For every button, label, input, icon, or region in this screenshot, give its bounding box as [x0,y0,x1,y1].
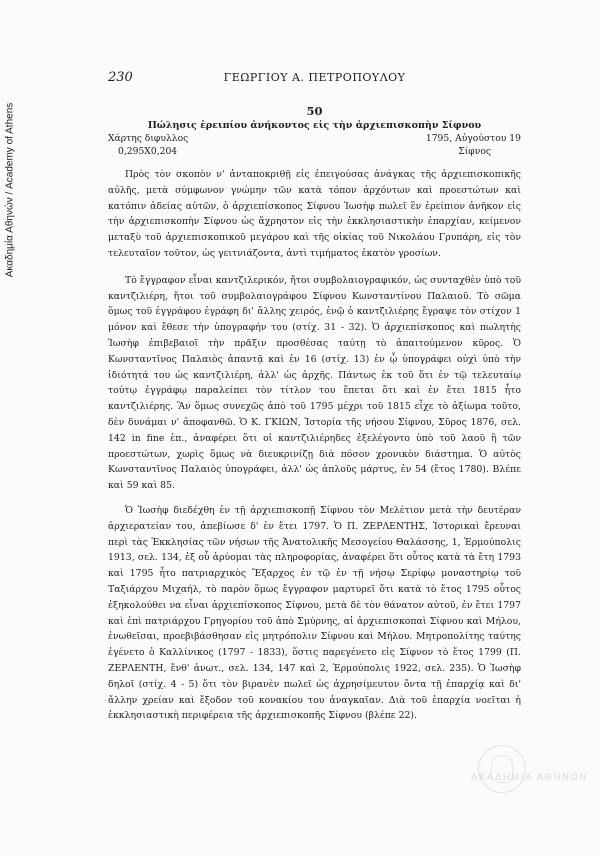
academy-seal-watermark [478,745,526,793]
watermark-text: ΑΚΑΔΗΜΙΑ ΑΘΗΝΩΝ [471,772,589,782]
paper-type: Χάρτης διφυλλος [108,133,189,144]
summary-paragraph: Πρὸς τὸν σκοπὸν ν' ἀνταποκριθῇ εἰς ἐπειγούσας ἀνάγκας τῆς ἀρχιεπισκοπικῆς αὐλῆς, μετὰ σύμφωνον γνώμην τῶν κατὰ τόπον ἀρχόντων καὶ προεστώτων καὶ κατόπιν ἀδείας αὐτῶν, ὁ ἀρχιεπίσκοπος Σίφνου Ἰωσὴφ πωλεῖ ἓν ἐρείπιον ἀνῆκον εἰς τὴν ἀρχιεπισκοπὴν Σίφνου ὡς ἄχρηστον εἰς τὴν ἐκκλησιαστικὴν ἐπαρχίαν, κείμενον μεταξὺ τοῦ ἀρχιεπισκοπικοῦ μεγάρου καὶ τῆς οἰκίας τοῦ Νικολάου Γρυπάρη, εἰς τὸν τελευταῖον τοῦτον, ὡς γειτνιάζοντα, ἀντὶ τιμήματος ἑκατὸν γροσίων. [108,169,521,259]
document-meta [108,133,521,161]
document-date: 1795, Αὐγούστου 19 [425,133,521,144]
commentary-paragraph-2: Ὁ Ἰωσὴφ διεδέχθη ἐν τῇ ἀρχιεπισκοπῇ Σίφνου τὸν Μελέτιον μετὰ τὴν δευτέραν ἀρχιερατείαν του, ἀπεβίωσε δ' ἐν ἔτει 1797. Ὁ Π. ΖΕΡΛΕΝΤΗΣ, Ἱστορικαὶ ἔρευναι περὶ τὰς Ἐκκλησίας τῶν νήσων τῆς Ἀνατολικῆς Μεσογείου Θαλάσσης, 1, Ἑρμούπολις 1913, σελ. 134, ἐξ οὗ ἀρύομαι τὰς πληροφορίας, ἀναφέρει ὅτι οὗτος κατὰ τὰ ἔτη 1793 καὶ 1795 ἦτο πατριαρχικὸς Ἔξαρχος ἐν τῷ ἐν τῇ νήσῳ Σερίφῳ μοναστηρίῳ τοῦ Ταξιάρχου Μιχαήλ, τὸ παρὸν ὅμως ἔγγραφον μαρτυρεῖ ὅτι κατὰ τὸ ἔτος 1795 οὗτος ἐξηκολούθει να εἶναι ἀρχιεπίσκοπος Σίφνου, μετὰ δὲ τὸν θάνατον αὐτοῦ, ἐν ἔτει 1797 καὶ ἐπὶ πατριάρχου Γρηγορίου τοῦ ἀπὸ Σμύρνης, αἱ ἀρχιεπισκοπαὶ Σίφνου καὶ Μήλου, ἑνωθεῖσαι, προεβιβάσθησαν εἰς μητρόπολιν Σίφνου καὶ Μήλου. Μητροπολίτης ταύτης ἐγένετο ὁ Καλλίνικος (1797 - 1833), ὅστις παρεγένετο εἰς Σίφνον τὸ ἔτος 1799 (Π. ΖΕΡΛΕΝΤΗ, ἔνθ' ἀνωτ., σελ. 134, 147 καὶ 2, Ἑρμούπολις 1922, σελ. 235). Ὁ Ἰωσὴφ δηλοῖ (στίχ. 4 - 5) ὅτι τὸν βιρανὲν πωλεῖ ὡς ἀχρησίμευτον ὄντα τῇ ἐπαρχίᾳ καὶ δι' ἄλλην χρείαν καὶ ἔξοδον τοῦ κονακίου του ἀναγκαῖαν. Διὰ τοῦ ἐπαρχία νοεῖται ἡ ἐκκλησιαστικὴ περιφέρεια τῆς ἀρχιεπισκοπῆς Σίφνου (βλέπε 22). [108,504,521,722]
paper-dimensions: 0,295X0,204 [118,146,178,157]
document-title: Πώλησις ἐρειπίου ἀνήκοντος εἰς τὴν ἀρχιεπισκοπὴν Σίφνου [147,120,482,131]
document-number: 50 [306,104,323,118]
page-content [108,70,521,724]
commentary-paragraph-1: Τὸ ἔγγραφον εἶναι καντζιλερικόν, ἤτοι συμβολαιογραφικόν, ὡς συνταχθὲν ὑπὸ τοῦ καντζιλιέρη, ἤτοι τοῦ συμβολαιογράφου Σίφνου Κωνσταντίνου Παλαιοῦ. Τὸ σῶμα ὅμως τοῦ ἐγγράφου ἐγράφη δι' ἄλλης χειρός, ἐνῷ ὁ καντζιλιέρης ἔγραψε τὸν στίχον 1 μόνον καὶ ἔθεσε τὴν ὑπογραφήν του (στίχ. 31 - 32). Ὁ ἀρχιεπίσκοπος καὶ πωλητὴς Ἰωσὴφ ἐπιβεβαιοῖ τὴν πρᾶξιν προσθέσας ταύτῃ τὸ ἀπαιτούμενον κῦρος. Ὁ Κωνσταντῖνος Παλαιὸς ἀπαντᾷ καὶ ἐν 16 (στίχ. 13) ἐν ᾧ ὑπογράφει οὐχὶ ὑπὸ τὴν ἰδιότητά του ὡς καντζιλιέρη, ἀλλ' ὡς ἀρχῆς. Πάντως ἐκ τοῦ ὅτι ἐν τῷ τελευταίῳ τούτῳ ἐγγράφῳ παραλείπει τὸν τίτλον του ἕπεται ὅτι καὶ ἐν ἔτει 1815 ἦτο καντζιλιέρης. Ἂν ὅμως συνεχῶς ἀπὸ τοῦ 1795 μέχρι τοῦ 1815 εἶχε τὸ ἀξίωμα τοῦτο, δὲν δυνάμαι ν' ἀποφανθῶ. Ὁ Κ. ΓΚΙΩΝ, Ἱστορία τῆς νήσου Σίφνου, Σῦρος 1876, σελ. 142 in fine ἐπ., ἀναφέρει ὅτι οἱ καντζιλιέρηδες ἐξελέγοντο ὑπὸ τοῦ λαοῦ ἢ τῶν προεστώτων, χωρὶς ὅμως νὰ διευκρινίζῃ διὰ πόσον χρονικὸν διάστημα. Ὁ αὐτὸς Κωνσταντῖνος Παλαιὸς ὑπογράφει, ἀλλ' ὡς ἁπλοῦς μάρτυς, ἐν 54 (ἔτος 1780). Βλέπε καὶ 59 καὶ 85. [108,274,521,492]
page-number: 230 [108,70,133,85]
running-header [108,70,521,88]
document-place: Σίφνος [458,146,491,157]
side-label [0,40,20,340]
side-label-text: Ακαδημία Αθηνών / Academy of Athens [4,102,16,278]
running-head-author: ΓΕΩΡΓΙΟΥ Α. ΠΕΤΡΟΠΟΥΛΟΥ [223,71,406,84]
